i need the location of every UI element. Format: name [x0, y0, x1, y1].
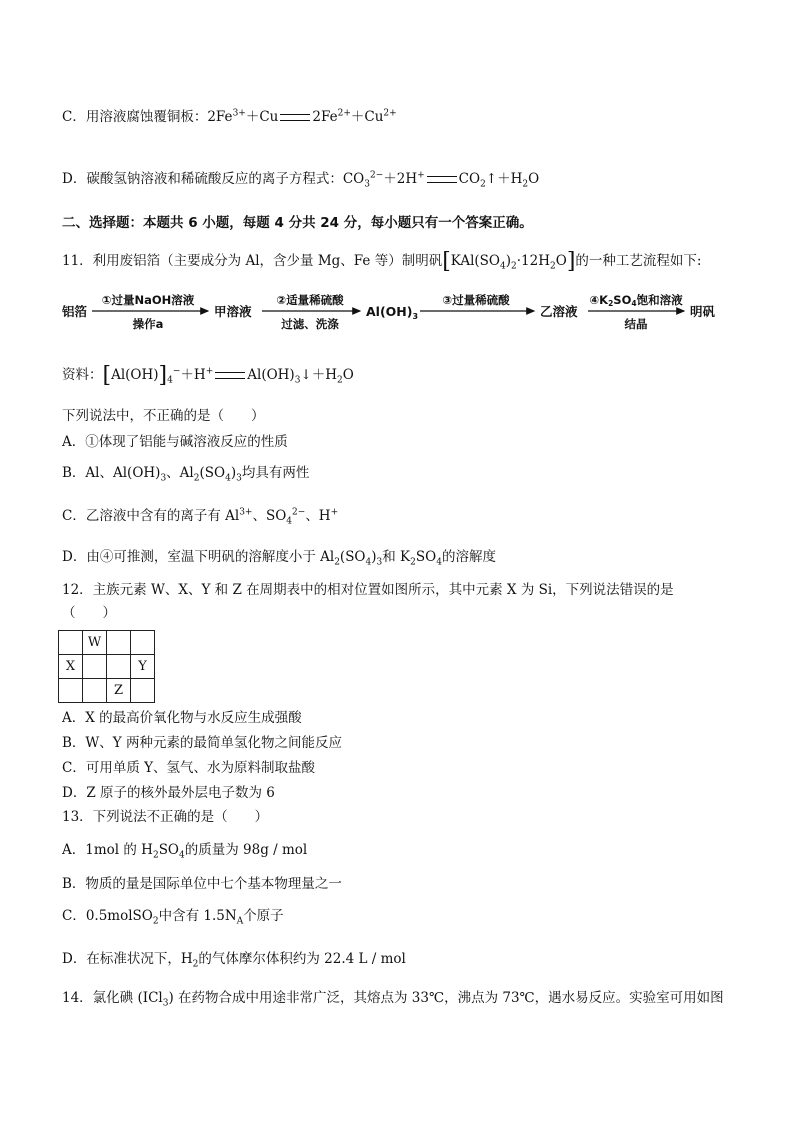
grid-cell — [131, 631, 155, 655]
q12-option-a: A．X 的最高价氧化物与水反应生成强酸 — [62, 710, 302, 726]
grid-cell — [59, 679, 83, 703]
flow-step-bottom: 结晶 — [624, 317, 648, 331]
option-text: 的溶解度 — [441, 549, 496, 565]
formula-part: O — [555, 253, 567, 269]
formula-sub: 2 — [410, 557, 416, 568]
formula-sup: + — [205, 366, 214, 377]
q11-option-a: A．①体现了铝能与碱溶液反应的性质 — [62, 434, 288, 450]
eq-term: O — [528, 171, 540, 187]
eq-term: 2Fe — [312, 109, 338, 125]
flow-step-top: ①过量NaOH溶液 — [101, 293, 195, 307]
grid-cell: Y — [131, 655, 155, 679]
equals-sign — [215, 372, 245, 379]
formula-sub: 3 — [160, 473, 167, 484]
eq-sup: 2+ — [383, 108, 397, 119]
grid-cell: Z — [107, 679, 131, 703]
formula-part: ↓＋H — [300, 367, 338, 383]
formula-sup: + — [330, 507, 339, 518]
option-text: SO — [158, 842, 180, 858]
option-text: ) — [371, 549, 377, 565]
grid-cell: X — [59, 655, 83, 679]
q12-option-b: B．W、Y 两种元素的最简单氢化物之间能反应 — [62, 735, 342, 751]
q11-info — [62, 365, 354, 387]
formula-sub: 4 — [286, 516, 293, 527]
option-text: (SO — [339, 549, 366, 565]
formula-part: ·12H — [516, 253, 550, 269]
grid-cell — [59, 631, 83, 655]
formula-sub: 2 — [152, 916, 159, 927]
grid-cell: W — [83, 631, 107, 655]
formula-sub: 4 — [500, 261, 506, 272]
bracket-open: [ — [102, 363, 112, 388]
option-text: 、SO — [252, 508, 287, 524]
q11-option-c — [62, 507, 339, 527]
q13-option-d — [62, 951, 406, 970]
bracket-open: [ — [442, 249, 451, 274]
formula-sub: A — [236, 916, 244, 927]
eq-sub: 2 — [480, 179, 486, 190]
formula-part: Al(OH) — [111, 367, 159, 383]
option-text: 、Al — [166, 465, 194, 481]
option-text: 和 K — [382, 549, 411, 565]
q13-stem: 13．下列说法不正确的是（ ） — [62, 809, 269, 825]
info-label: 资料： — [62, 367, 103, 383]
flow-node: $Al(OH)_3$ — [366, 304, 419, 321]
formula-sup: 2− — [292, 507, 306, 518]
eq-term: ＋Cu — [245, 109, 279, 125]
eq-term: CO — [458, 171, 481, 187]
formula-sub: 4 — [167, 375, 173, 386]
flow-node: 甲溶液 — [214, 304, 252, 319]
option-text: 中含有 1.5N — [158, 908, 237, 924]
flow-step-top: ②适量稀硫酸 — [276, 293, 344, 307]
formula-sub: 2 — [550, 261, 556, 272]
q11-stem-text: 11．利用废铝箔（主要成分为 Al，含少量 Mg、Fe 等）制明矾 — [62, 253, 443, 269]
formula-sub: 2 — [334, 557, 340, 568]
eq-sup: + — [417, 170, 425, 181]
q11-ask: 下列说法中，不正确的是（ ） — [62, 408, 265, 424]
option-text: 个原子 — [243, 908, 284, 924]
eq-term: CO — [342, 171, 365, 187]
option-text: 、H — [305, 508, 331, 524]
grid-cell — [83, 679, 107, 703]
formula-sub: 2 — [511, 261, 517, 272]
option-text: C．乙溶液中含有的离子有 Al — [62, 508, 240, 524]
eq-sup: 3+ — [232, 108, 246, 119]
option-text: D．由④可推测，室温下明矾的溶解度小于 Al — [62, 549, 335, 565]
option-text: D．在标准状况下，H — [62, 951, 193, 967]
process-flow-diagram — [62, 290, 734, 334]
option-text: ) — [230, 465, 237, 481]
eq-sup: 2− — [369, 170, 384, 181]
flow-step-bottom: 过滤、洗涤 — [281, 317, 339, 331]
equals-sign — [280, 114, 310, 121]
option-text: (SO — [199, 465, 226, 481]
option-text: A．1mol 的 H — [62, 842, 153, 858]
option-c-prefix: C．用溶液腐蚀覆铜板： — [62, 109, 208, 125]
formula-part: ＋H — [180, 367, 206, 383]
formula-sub: 4 — [365, 557, 372, 568]
eq-term: 2Fe — [207, 109, 233, 125]
flow-node: 乙溶液 — [540, 304, 578, 319]
option-text: SO — [415, 549, 437, 565]
bracket-close: ] — [158, 363, 168, 388]
bracket-close: ] — [566, 249, 576, 274]
formula-sup: 3+ — [239, 507, 253, 518]
q13-option-a — [62, 842, 308, 861]
grid-row — [59, 679, 155, 703]
option-c-line — [62, 108, 397, 125]
q12-stem: 12．主族元素 W、X、Y 和 Z 在周期表中的相对位置如图所示，其中元素 X 为 Si，下列说法错误的是 — [62, 582, 674, 598]
formula-sub: 3 — [162, 998, 169, 1009]
formula-sub: 2 — [337, 375, 343, 386]
section-heading: 二、选择题：本题共 6 小题，每题 4 分共 24 分，每小题只有一个答案正确。 — [62, 215, 533, 231]
formula-sup: − — [172, 366, 181, 377]
q14-stem — [62, 990, 724, 1009]
option-text: B．Al、Al(OH) — [62, 465, 161, 481]
equals-sign — [427, 176, 457, 183]
formula-sub: 4 — [436, 557, 442, 568]
flow-node: 明矾 — [690, 304, 716, 319]
q12-paren: （ ） — [62, 605, 116, 621]
formula-sub: 3 — [294, 375, 301, 386]
q14-text: ) 在药物合成中用途非常广泛，其熔点为 33℃，沸点为 73℃，遇水易反应。实验室可用如图 — [168, 990, 724, 1006]
eq-term: ↑＋H — [485, 171, 523, 187]
q13-option-c — [62, 908, 284, 927]
formula-sub: 2 — [192, 959, 199, 970]
grid-cell — [131, 679, 155, 703]
grid-cell — [83, 655, 107, 679]
formula-part: Al(OH) — [247, 367, 295, 383]
grid-cell — [107, 631, 131, 655]
q14-text: 14．氯化碘 (ICl — [62, 990, 163, 1006]
formula-sub: 4 — [225, 473, 231, 484]
formula-part: O — [342, 367, 354, 383]
q11-stem-text: 的一种工艺流程如下: — [575, 253, 702, 269]
option-text: 的气体摩尔体积约为 22.4 L / mol — [198, 951, 406, 967]
periodic-table-grid — [58, 630, 155, 703]
eq-term: ＋2H — [383, 171, 418, 187]
formula-sub: 3 — [236, 473, 242, 484]
formula-part: ) — [505, 253, 512, 269]
q11-option-d — [62, 549, 496, 568]
formula-sub: 2 — [152, 850, 159, 861]
eq-term: ＋Cu — [350, 109, 384, 125]
flow-node: 铝箔 — [62, 304, 88, 319]
formula-part: KAl(SO — [450, 253, 500, 269]
grid-row — [59, 631, 155, 655]
option-d-line — [62, 170, 540, 190]
formula-sub: 4 — [179, 850, 185, 861]
q11-stem — [62, 251, 701, 273]
option-text: 的质量为 98g / mol — [184, 842, 308, 858]
formula-sub: 3 — [376, 557, 383, 568]
grid-cell — [107, 655, 131, 679]
eq-sub: 2 — [522, 179, 529, 190]
grid-row — [59, 655, 155, 679]
flow-step-bottom: 操作a — [132, 317, 164, 331]
option-text: 均具有两性 — [241, 465, 310, 481]
option-d-prefix: D．碳酸氢钠溶液和稀硫酸反应的离子方程式： — [62, 171, 343, 187]
formula-sub: 2 — [193, 473, 200, 484]
q12-option-d: D．Z 原子的核外最外层电子数为 6 — [62, 785, 275, 801]
flow-step-top: ④K2SO4饱和溶液 — [589, 293, 683, 308]
eq-sup: 2+ — [337, 108, 351, 119]
q13-option-b: B．物质的量是国际单位中七个基本物理量之一 — [62, 876, 342, 892]
eq-sub: 3 — [364, 179, 370, 190]
q12-option-c: C．可用单质 Y、氢气、水为原料制取盐酸 — [62, 760, 316, 776]
flow-step-top: ③过量稀硫酸 — [442, 293, 510, 307]
option-text: C．0.5molSO — [62, 908, 153, 924]
q11-option-b — [62, 465, 310, 484]
